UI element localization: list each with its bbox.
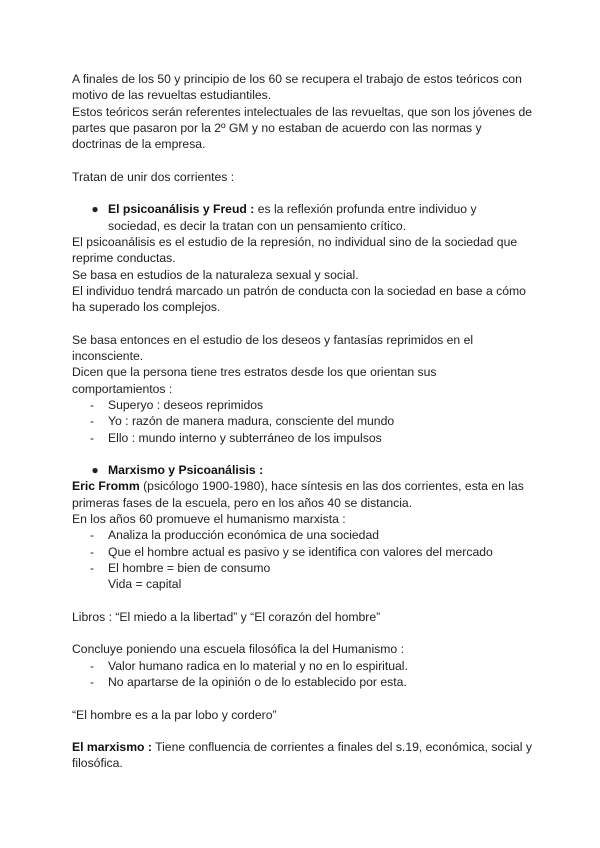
concluye-paragraph: Concluye poniendo una escuela filosófica la del Humanismo : — [72, 642, 404, 657]
psicoanalisis-paragraph-4: Se basa entonces en el estudio de los deseos y fantasías reprimidos en el inconsciente. — [72, 332, 474, 364]
psicoanalisis-paragraph-1: El psicoanálisis es el estudio de la represión, no individual sino de la sociedad que reprime conductas. — [72, 234, 518, 266]
heading-psicoanalisis: El psicoanálisis y Freud : — [108, 202, 255, 217]
list-item: - Superyo : deseos reprimidos — [90, 397, 264, 412]
fromm-name: Eric Fromm — [72, 479, 140, 494]
quote-paragraph: “El hombre es a la par lobo y cordero” — [72, 707, 277, 722]
bullet-icon: ● — [91, 463, 99, 478]
psicoanalisis-paragraph-2: Se basa en estudios de la naturaleza sexual y social. — [72, 267, 359, 282]
psicoanalisis-paragraph-3: El individuo tendrá marcado un patrón de conducta con la sociedad en base a cómo ha superado los complejos. — [72, 283, 526, 315]
fromm-paragraph: Eric Fromm (psicólogo 1900-1980), hace síntesis en las dos corrientes, esta en las primeras fases de la escuela, pero en los años 40 se distancia. — [72, 479, 524, 510]
psicoanalisis-desc-1: es la reflexión profunda entre individuo y — [254, 202, 477, 217]
list-item: - El hombre = bien de consumo — [90, 560, 271, 575]
libros-paragraph: Libros : “El miedo a la libertad” y “El corazón del hombre” — [72, 609, 381, 624]
psicoanalisis-desc-2: sociedad, es decir la tratan con un pensamiento crítico. — [108, 218, 407, 233]
tratan-paragraph: Tratan de unir dos corrientes : — [72, 169, 235, 184]
intro-paragraph-2: Estos teóricos serán referentes intelectuales de las revueltas, que son los jóvenes de partes que pasaron por la 2º GM y no estaban de acuerdo con las normas y doctrinas de la empresa. — [72, 104, 533, 152]
intro-paragraph-1: A finales de los 50 y principio de los 60 se recupera el trabajo de estos teóricos con motivo de las revueltas estudiantiles. — [72, 72, 522, 103]
list-item: - Que el hombre actual es pasivo y se identifica con valores del mercado — [90, 544, 493, 559]
bullet-marxismo-psicoanalisis — [72, 462, 532, 478]
heading-marxismo: El marxismo : — [72, 740, 152, 755]
list-item: - Analiza la producción económica de una sociedad — [90, 528, 380, 543]
marxismo-paragraph: El marxismo : Tiene confluencia de corrientes a finales del s.19, económica, social y filosófica. — [72, 740, 532, 771]
list-item-continuation: Vida = capital — [108, 577, 182, 592]
bullet-icon: ● — [91, 202, 99, 217]
list-item: - Ello : mundo interno y subterráneo de los impulsos — [90, 430, 382, 445]
list-item: - Valor humano radica en lo material y no en lo espiritual. — [90, 658, 408, 673]
heading-marxismo-psicoanalisis: Marxismo y Psicoanálisis : — [108, 463, 264, 478]
document-body — [72, 71, 532, 772]
bullet-psicoanalisis — [72, 201, 532, 217]
humanismo-intro: En los años 60 promueve el humanismo marxista : — [72, 512, 346, 527]
psicoanalisis-paragraph-5: Dicen que la persona tiene tres estratos desde los que orientan sus comportamientos : — [72, 365, 437, 396]
list-item: - Yo : razón de manera madura, consciente del mundo — [90, 414, 395, 429]
list-item: - No apartarse de la opinión o de lo establecido por esta. — [90, 674, 407, 689]
